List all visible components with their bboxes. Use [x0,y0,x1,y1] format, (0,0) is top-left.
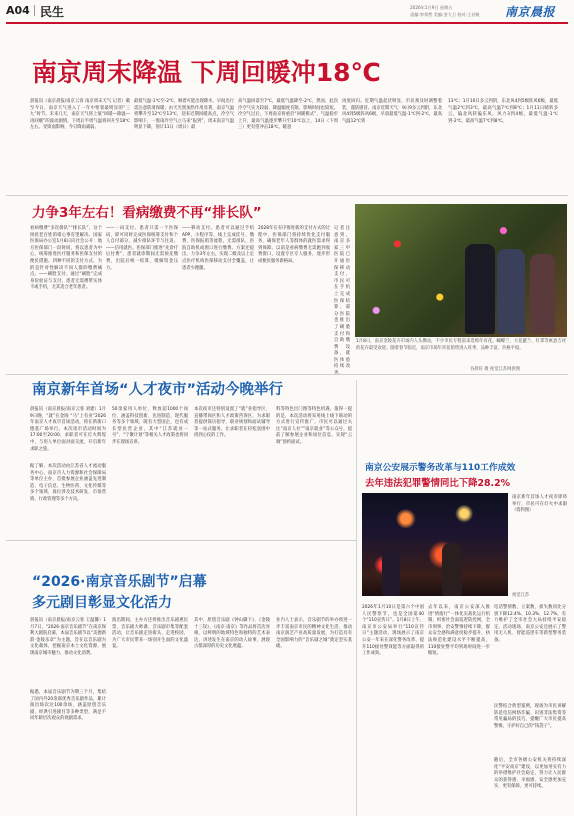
person-figure [382,548,400,596]
article3-col-1: 晨报讯（南京晨报/南京云客 刘建）1月9日晚，“就”在金陵 “马”上有业”2026年南京人才夜市首场活动，将在新街口德基广场举行。本次夜市活动时间为17:00至20:00，求职者可在灯火辉煌中，与用人单位面对面交流，开启新年求职之旅。 [30,407,106,452]
article4-col-5: 业内人士表示，音乐剧节的举办将进一步丰富南京市民的精神文化生活，推动南京演艺产业高质量发展，为打造具有全国影响力的“音乐剧之城”奠定坚实基础。 [276,618,352,650]
article3-bottom-rule [6,540,356,541]
night-market-photo [362,493,508,596]
article3-headline: 南京新年首场“人才夜市”活动今晚举行 [32,382,284,398]
photo2-credit: 视觉江苏 [512,593,530,598]
photo1-caption: 1月8日，南京金陵花卉市场内人头攒动，不少市民专程前来选购年宵花。蝴蝶兰、大花蕙兰、红掌等寓意吉祥的花卉最受欢迎。随着春节临近，南京市场年宵花销售进入旺季，品种丰富，价格平稳。 [356,339,566,351]
person-figure [442,543,462,596]
article4-col-2: 据悉，本届音乐剧节为期三个月，集结了国内外20余部优秀音乐剧作品，累计演出场次达100余场，涵盖原创音乐剧、经典引进剧目等多种类型，满足不同年龄层次观众的观剧需求。 [30,690,106,722]
photo1-credit: 谷晨旺 摄 视觉江苏网供图 [470,367,520,372]
person-figure [465,244,495,334]
lead-col-5: 13℃；1月10日多云到阴，东北风4到5级阵风6级，最低气温2℃到3℃，最高气温7℃到8℃；1月11日晴转多云，偏北风转偏东风，风力3到4级，最低气温-1℃到-2℃，最高气温7℃到8℃。 [448,99,558,124]
article2-headline: 力争3年左右！看病缴费不再“排长队” [32,205,262,221]
article2-col-5: 记者注意到，南京多家三甲医院已开通医保移动支付，市民可在手机上完成医保结算；部分医院也推出了刷脸支付和自助缴费设备，就医体验持续改 [334,226,350,370]
date-line: 2026年1月9日 星期五 [410,5,453,10]
editors-line: 责编:李荣然 美编:金大卫 校对:王若帆 [410,12,480,17]
lead-col-4: 再度回归。近期气温起伏明显，市民须及时调整着装，谨防感冒。南京近期天气：9日9多云到阴，东北风4到5级阵风6级，早晨最低气温-1℃到-2℃，最高气温12℃到 [342,99,442,124]
article2-col-3: ——移动支付。患者可以通过手机APP、小程序等，线上完成挂号、缴费、医保报销等流程，无需排队，医院自助机或窗口进行缴费。方案还提出，力争3年左右，实现二级及以上定点医疗机构医保移动支付全覆盖，让患者少跑腿。 [182,226,254,271]
article5-col-3: 去年以来，南京公安深入推进“情指行”一体化实战化运行机制，织密社会面巡逻防控网，全市刑事、治安警情持续下降，群众安全感和满意度稳步提升，执法规范化建设水平不断提高，110接处警平均到场时间进一步缩短。 [428,605,490,657]
article5-col-5: 随后，全市各级公安机关将持续深化“平安南京”建设，以更加务实有力的举措维护社会稳定，努力让人民群众的获得感、幸福感、安全感更加充实、更有保障、更可持续。 [494,758,566,790]
flower-market-photo [355,204,567,337]
article2-col-2: ——一码支付。患者只需一个医保码，即可同时完成医保统筹支付和个人自付部分，减少排队环节与往返。——信用就医。医保部门推进“先诊疗后付费”，患者就诊期间无需预先缴费，出院后统一结算，缓解资金压力。 [106,226,178,271]
lead-col-3: 高气温回落至7℃，最低气温降至-2℃，然而，此次冷空气实力较弱，降温幅度有限，影响时间也较短。冷空气过后，下周南京将重启“回暖模式”，气温稳步上升，最高气温逐步攀升至10℃以上，14日（下周三）更有望冲击18℃，暖意 [238,99,338,131]
lead-col-1: 晨报讯（南京晨报/南京云客 南京周末天气 记者）截至今日，南京天气进入了一年中寒暑最明显的“三九”时节。未来几天，南京天气将上演“回暖—降温—再回暖”的波动剧情，下周后半周气温将回升至18℃左右。受锋面影响，今日降雨减弱。 [30,99,130,131]
article2-bottom-rule [6,374,568,375]
article5-col-1: 2026年1月10日是第六个中国人民警察节，也是全国第40个“110宣传日”。1月8日上午，南京市公安局举行“110宣传日”主题活动，现场展示了南京公安一年来在深化警务改革、提升110接处警效能等方面取得的工作成效。 [362,605,424,657]
person-figure [530,254,555,334]
article4-headline-1: “2026·南京音乐剧节”启幕 [32,574,207,590]
article2-col-1: 看病缴费“多次排队”“排长队”，这个困扰老百姓的堵心事有望解决。国家医保局办公室1月8日向社会公开：地方医保部门一段时间，将以患者为中心，统筹推进医疗服务和医保支付的便民措施。四种不同的支付方式，为的是针对性解决不同人群的缴费痛点。——刷脸支付。通过“刷脸”完成身份验证与支付，患者无需携带实体卡或手机，尤其适合老年患者。 [30,226,102,291]
header-rule [6,22,568,24]
lead-col-2: 最低气温-1℃至-2℃，顾着可能出现降水，早间出行需注意防滑保暖；由天光照加热作用显著，南京气温将攀升至12℃至13℃，迎来近期回暖高点。冷空气影响下，一股南冷空气立马来“报到”，周末南京气温明显下降，预计11日（周日）最 [134,99,234,131]
article3-col-4: 本次夜市还特别设置了“就”业指导区、直播带岗区和人才政策咨询区，为求职者提供简历指导、职业规划和面试辅导等一站式服务，让求职者在轻松氛围中找到心仪的工作。 [194,407,270,439]
article4-headline-2: 多元剧目彰显文化活力 [32,595,172,611]
photo2-caption: 南京新年首场人才夜市即将举行，市民可在灯火中求职（资料图） [512,495,567,514]
person-figure [497,249,525,334]
article4-col-3: 演出期间，主办方还将推出音乐剧惠民票、音乐剧大师课、音乐剧市集等配套活动，让音乐剧走进街头、走进校园，为广大市民带来一场别开生面的文化盛宴。 [112,618,188,650]
column-divider [356,380,357,816]
article2-col-4: 2028年在有序推进新的支付方式的过程中，医保部门将持续优化支付服务，确保老年人等群体的就医需求得到保障。以前是看病缴费无需跑到收费窗口，设置专区专人服务，逐步形成便民服务新格局。 [258,226,330,264]
article5-headline-1: 南京公安展示警务改革与110工作成效 [365,463,516,473]
section-name: 民生 [40,5,65,19]
article5-col-2: 电话警情数、立案数、损失数同比分别下降12.4%、10.3%、12.7%，有力维护了全市社会大局持续平安稳定。活动现场，南京公安还展示了警用无人机、智能巡逻车等新型警务装备。 [494,605,566,643]
article5-col-4: 民警结合典型案例，现场为市民讲解防范电信网络诈骗、识别非法集资等常见骗局的技巧，提醒广大市民提高警惕，守护好自己的“钱袋子”。 [494,704,566,729]
article4-col-1: 晨报讯（南京晨报/南京云客 王温馨）1月7日，“2026·南京音乐剧节”在南京保利大剧院启幕，本届音乐剧节以“美德新韵·金陵乐章”为主题，旨在以音乐剧为文化载体，挖掘南京本土文化资源，展现南京城市魅力，推动文化消费。 [30,618,106,656]
masthead-logo: 南京晨报 [505,5,556,19]
article5-headline-2: 去年违法犯罪警情同比下降28.2% [365,478,511,489]
article3-col-2: 据了解，本次活动由江苏省人才流动服务中心、南京市人力资源和社会保障局等单位主办，首批参展企业涵盖先进制造、电子信息、生物医药、文化传媒等多个领域，岗位涉及技术研发、市场营销、行政管理等多个方向。 [30,464,106,502]
section-divider [34,5,35,16]
article4-col-4: 其中，原创音乐剧《钟山脚下》、《金陵十三钗》、《南京·南京》等作品将首次亮相，以鲜明的地域特色和独特的艺术表达，讲述发生在南京的动人故事，展现古都深厚的历史文化底蕴。 [194,618,270,650]
lead-bottom-rule [6,195,568,196]
article3-col-5: 料等特色出门图等特色机遇。值得一提的是，本次活动将采用线上线下联动的方式进行宣传推广，市民可以通过关注“南京人社”“南京就业”等公众号，提前了解参展企业和岗位信息，实现“云端”预约面试。 [276,407,352,445]
article3-col-3: 50余家用人单位，释放超1000个岗位，涵盖科技创新、先进制造、现代服务等多个领域，既有大型国企，也有成长型民营企业，其中“江苏就业一号”、“宁聚计划”等相关人才政策也将同步在现场宣讲。 [112,407,188,445]
lead-headline: 南京周末降温 下周回暖冲18℃ [32,58,381,87]
page-number: A04 [6,4,30,17]
